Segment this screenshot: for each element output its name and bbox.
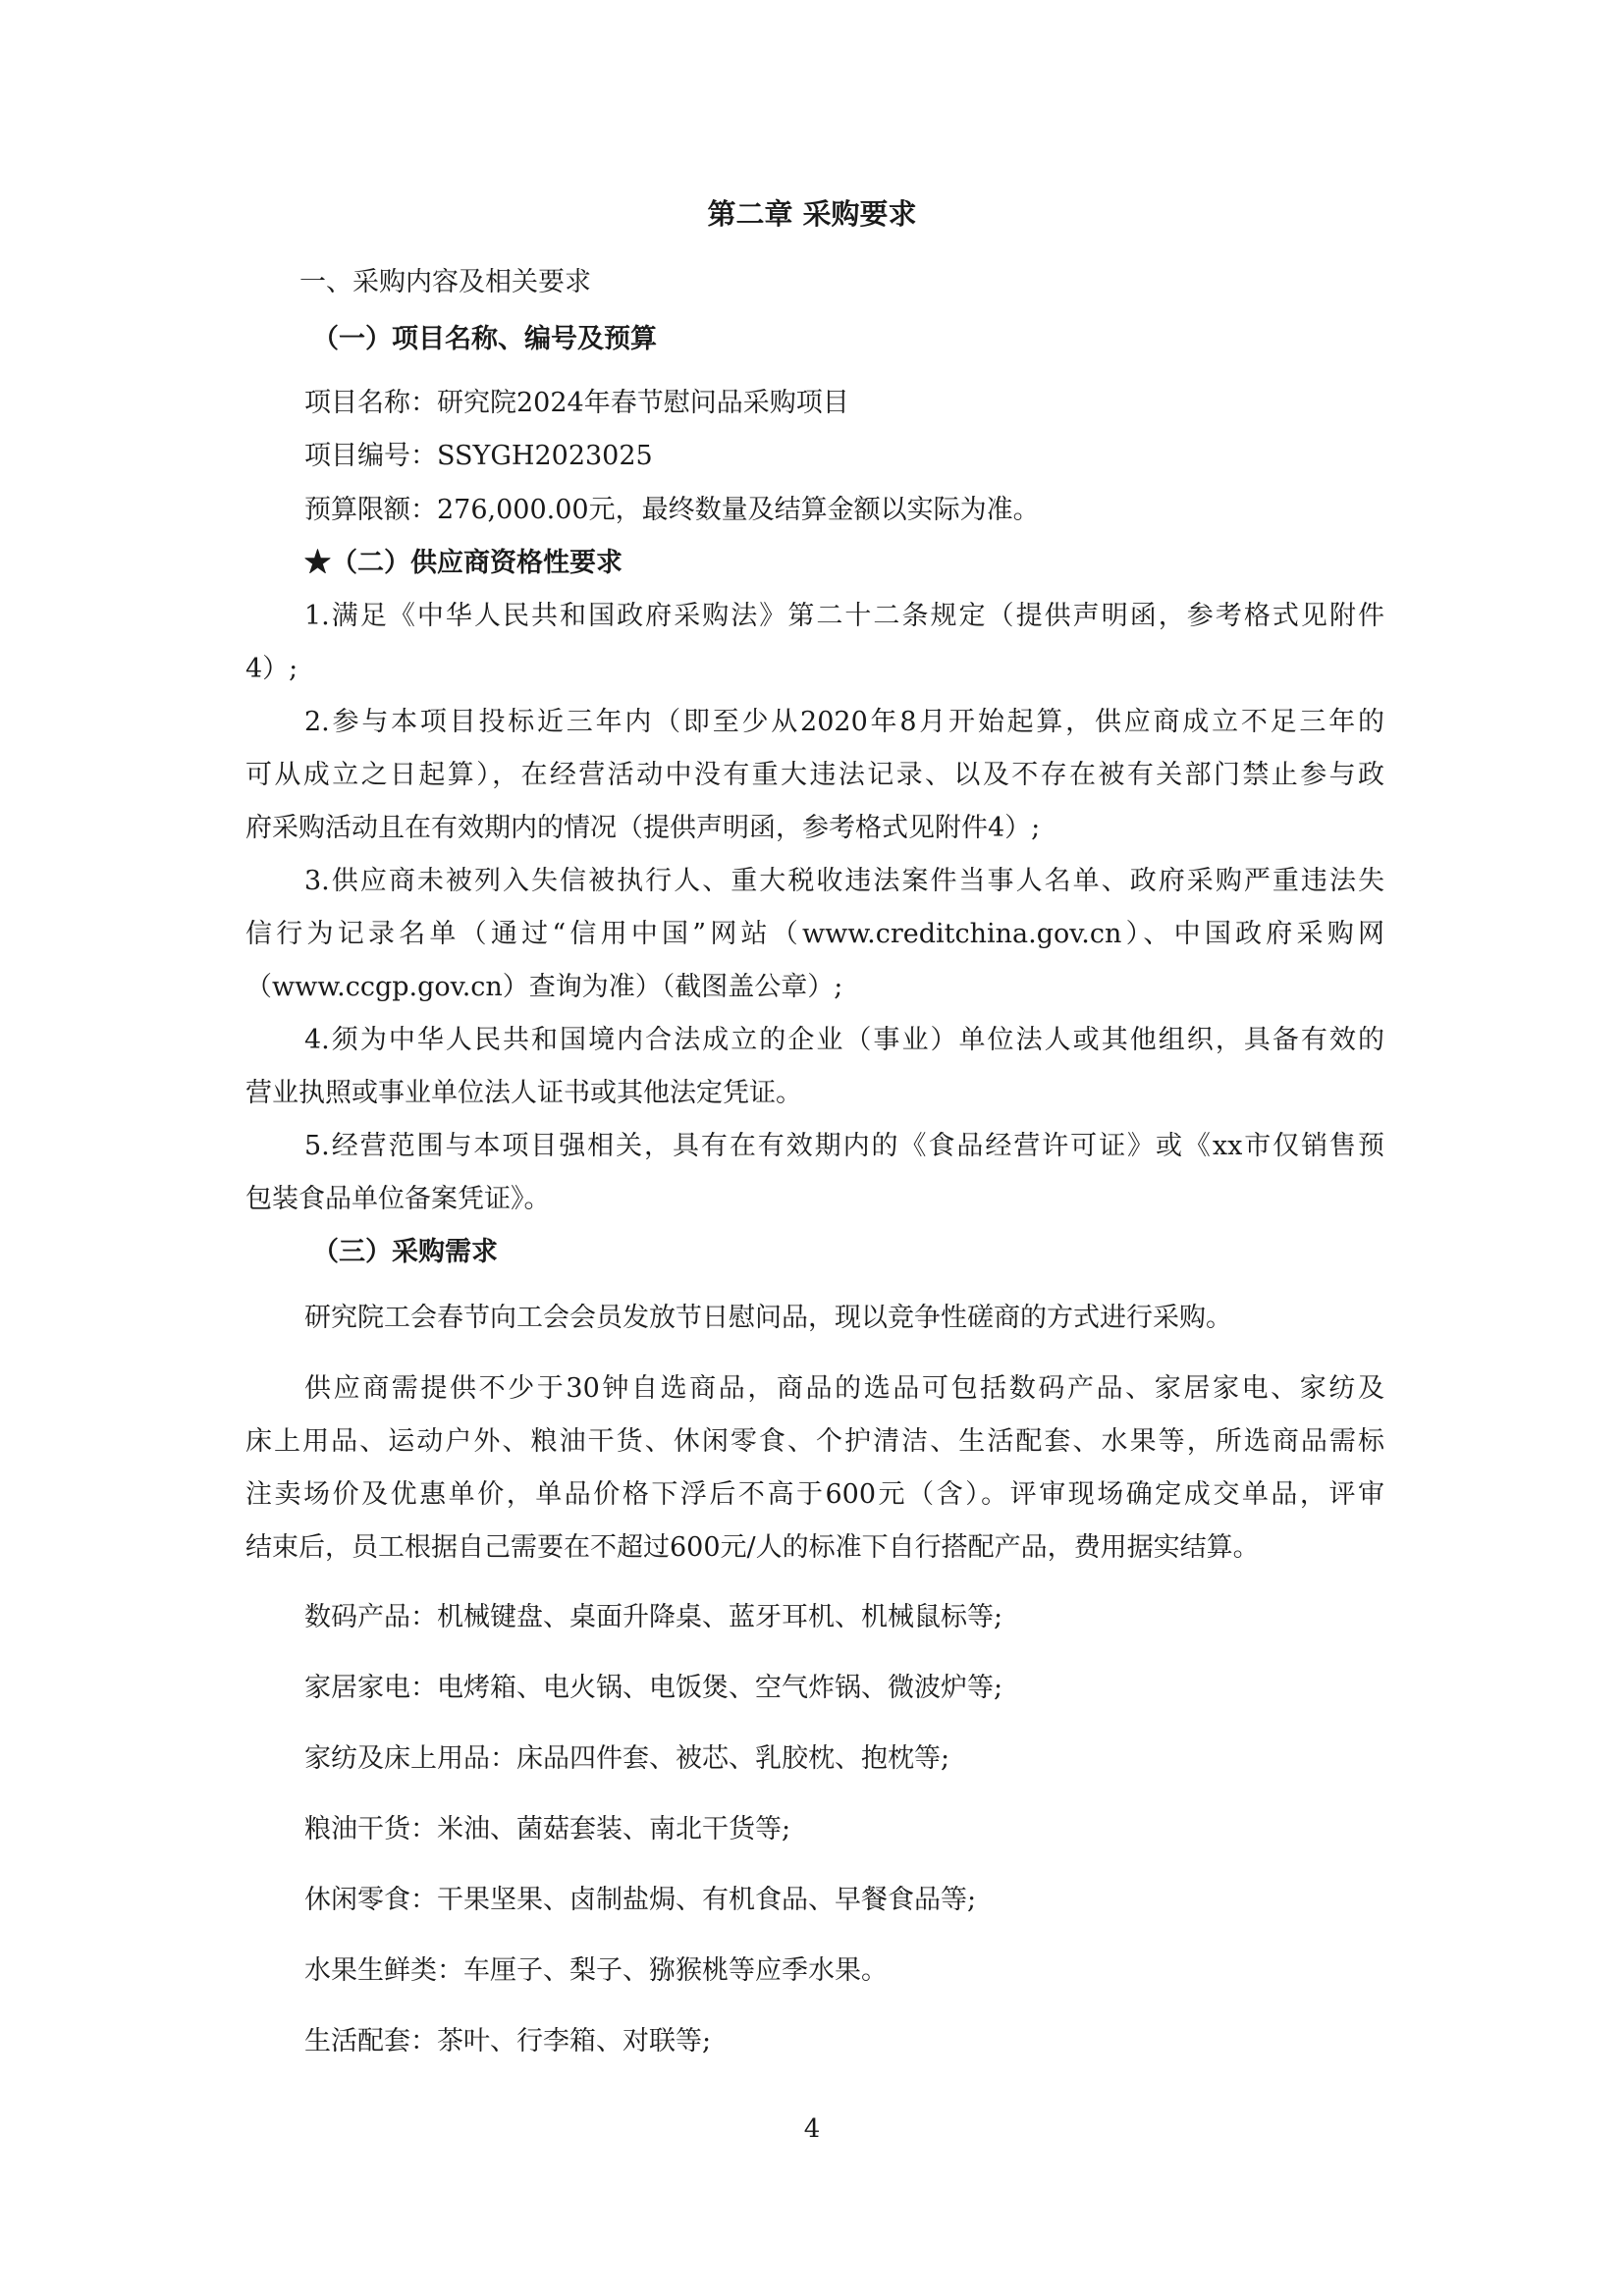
requirements-line-2: 床上用品、运动户外、粮油干货、休闲零食、个护清洁、生活配套、水果等，所选商品需标 [245,1426,1384,1457]
qualification-item-5-line-1: 5.经营范围与本项目强相关，具有在有效期内的《食品经营许可证》或《xx市仅销售预 [304,1131,1384,1161]
qualification-item-1-line-2: 4）; [245,654,298,684]
qualification-item-2-line-1: 2.参与本项目投标近三年内（即至少从2020年8月开始起算，供应商成立不足三年的 [304,707,1384,737]
category-digital-products: 数码产品：机械键盘、桌面升降桌、蓝牙耳机、机械鼠标等; [304,1602,1003,1632]
chapter-title: 第二章 采购要求 [707,197,917,231]
qualification-item-3-line-1: 3.供应商未被列入失信被执行人、重大税收违法案件当事人名单、政府采购严重违法失 [304,866,1384,896]
qualification-item-4-line-1: 4.须为中华人民共和国境内合法成立的企业（事业）单位法人或其他组织，具备有效的 [304,1025,1384,1055]
qualification-item-2-line-3: 府采购活动且在有效期内的情况（提供声明函，参考格式见附件4）; [245,813,1041,843]
qualification-item-2-line-2: 可从成立之日起算），在经营活动中没有重大违法记录、以及不存在被有关部门禁止参与政 [245,760,1384,790]
page-number: 4 [803,2114,821,2144]
subsection-heading-requirements: （三）采购需求 [312,1237,498,1267]
category-fresh-fruit: 水果生鲜类：车厘子、梨子、猕猴桃等应季水果。 [304,1955,888,1986]
qualification-item-4-line-2: 营业执照或事业单位法人证书或其他法定凭证。 [245,1078,802,1108]
subsection-heading-project: （一）项目名称、编号及预算 [312,324,657,354]
requirements-intro: 研究院工会春节向工会会员发放节日慰问品，现以竞争性磋商的方式进行采购。 [304,1303,1232,1333]
project-number: 项目编号：SSYGH2023025 [304,441,653,471]
qualification-item-3-line-3: （www.ccgp.gov.cn）查询为准）（截图盖公章）; [245,972,843,1002]
subsection-heading-qualifications: ★（二）供应商资格性要求 [304,548,623,578]
section-heading: 一、采购内容及相关要求 [299,267,591,297]
category-bedding: 家纺及床上用品：床品四件套、被芯、乳胶枕、抱枕等; [304,1743,950,1774]
project-name: 项目名称：研究院2024年春节慰问品采购项目 [304,388,849,418]
qualification-item-5-line-2: 包装食品单位备案凭证》。 [245,1184,551,1214]
category-home-appliances: 家居家电：电烤箱、电火锅、电饭煲、空气炸锅、微波炉等; [304,1673,1003,1703]
category-daily-supplies: 生活配套：茶叶、行李箱、对联等; [304,2026,712,2056]
requirements-line-1: 供应商需提供不少于30钟自选商品，商品的选品可包括数码产品、家居家电、家纺及 [304,1373,1384,1404]
qualification-item-1-line-1: 1.满足《中华人民共和国政府采购法》第二十二条规定（提供声明函，参考格式见附件 [304,601,1384,631]
qualification-item-3-line-2: 信行为记录名单（通过“信用中国”网站（www.creditchina.gov.cn）、中国政府采购网 [245,919,1384,949]
category-snacks: 休闲零食：干果坚果、卤制盐焗、有机食品、早餐食品等; [304,1885,977,1915]
budget-limit: 预算限额：276,000.00元，最终数量及结算金额以实际为准。 [304,495,1040,525]
requirements-line-3: 注卖场价及优惠单价，单品价格下浮后不高于600元（含）。评审现场确定成交单品，评审 [245,1479,1384,1510]
requirements-line-4: 结束后，员工根据自己需要在不超过600元/人的标准下自行搭配产品，费用据实结算。 [245,1532,1260,1563]
category-grain-oil: 粮油干货：米油、菌菇套装、南北干货等; [304,1814,791,1844]
